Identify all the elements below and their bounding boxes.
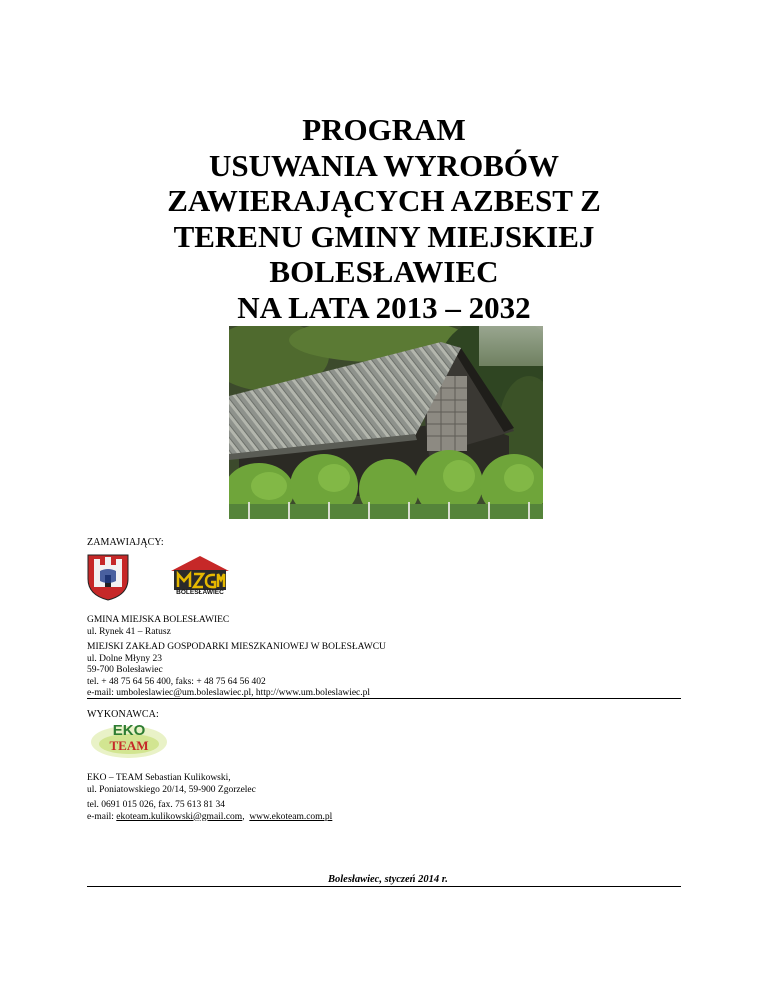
title-line: ZAWIERAJĄCYCH AZBEST Z	[167, 183, 601, 218]
client-line: e-mail: umboleslawiec@um.boleslawiec.pl, http://www.um.boleslawiec.pl	[87, 688, 371, 698]
link-separator: ,	[242, 811, 250, 822]
coat-of-arms-icon	[86, 553, 130, 601]
contractor-line: EKO – TEAM Sebastian Kulikowski,	[87, 773, 231, 783]
email-link[interactable]: ekoteam.kulikowski@gmail.com	[116, 811, 243, 822]
contractor-contact-line	[87, 812, 332, 824]
divider	[87, 698, 681, 699]
contractor-line: tel. 0691 015 026, fax. 75 613 81 34	[87, 800, 226, 810]
client-line: 59-700 Bolesławiec	[87, 665, 163, 675]
place-date: Bolesławiec, styczeń 2014 r.	[328, 874, 448, 885]
title-line: PROGRAM	[302, 112, 466, 147]
mzgm-caption: BOLESŁAWIEC	[176, 589, 224, 596]
document-title	[0, 112, 768, 325]
title-line: TERENU GMINY MIEJSKIEJ	[173, 218, 595, 254]
client-line: GMINA MIEJSKA BOLESŁAWIEC	[87, 615, 230, 625]
contractor-label: WYKONAWCA:	[87, 709, 159, 720]
mzgm-logo	[169, 555, 231, 597]
eko-logo-bottom: TEAM	[109, 738, 149, 753]
title-line: NA LATA 2013 – 2032	[237, 289, 531, 325]
title-line: USUWANIA WYROBÓW	[209, 147, 559, 183]
client-line: tel. + 48 75 64 56 400, faks: + 48 75 64 56 402	[87, 676, 266, 687]
client-line: ul. Rynek 41 – Ratusz	[87, 626, 171, 637]
eko-logo-top: EKO	[112, 722, 146, 739]
client-line: MIEJSKI ZAKŁAD GOSPODARKI MIESZKANIOWEJ W BOLESŁAWCU	[87, 642, 386, 652]
website-link[interactable]: www.ekoteam.com.pl	[249, 811, 333, 822]
title-line: BOLESŁAWIEC	[269, 254, 499, 289]
barn-photo-illustration	[229, 326, 543, 519]
contractor-line: ul. Poniatowskiego 20/14, 59-900 Zgorzelec	[87, 784, 256, 795]
email-prefix: e-mail:	[87, 811, 117, 822]
client-line: ul. Dolne Młyny 23	[87, 653, 162, 664]
client-label: ZAMAWIAJĄCY:	[87, 537, 164, 548]
contractor-details	[87, 773, 332, 823]
footer-rule	[87, 886, 681, 887]
eko-team-logo	[89, 722, 169, 760]
client-details	[87, 615, 386, 700]
asbestos-roof-photo	[229, 326, 543, 519]
